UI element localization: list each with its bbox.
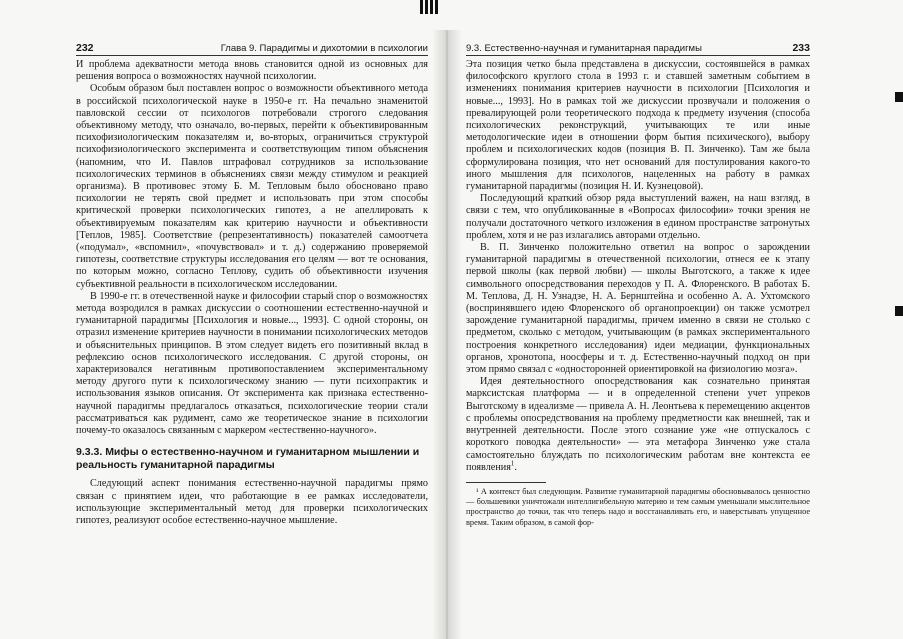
footnote-text: ¹ А контекст был следующим. Развитие гуманитарной парадигмы обосновывалось ценностно — большевики уничтожали интеллигибельную материю и тем самым уменьшали мыслительное пространство до точки, так что теперь надо и восстанавливать его, и наверстывать упущенное время. Таким образом, в самой фор- [466, 486, 810, 527]
footnote [466, 487, 810, 528]
left-running-title: Глава 9. Парадигмы и дихотомии в психологии [220, 43, 428, 54]
section-heading: 9.3.3. Мифы о естественно-научном и гуманитарном мышлении и реальность гуманитарной парадигмы [76, 446, 420, 471]
scan-registration-mark [420, 0, 450, 16]
page-edge-mark [895, 306, 903, 316]
paragraph-with-footnote: Идея деятельностного опосредствования как сознательно принятая марксистская платформа — и в определенной степени учет упреков Выготскому в идеализме — привела А. Н. Леонтьева к перемещению акцентов с проблемы опосредствования на проблему предметности как внешней, так и внутренней деятельности. После этого сознание уже «не отпускалось с короткого поводка деятельности» — эта метафора Зинченко уже стала самостоятельно блуждать по психологическим работам вне контекста ее появления$^1$. [466, 376, 810, 473]
book-gutter [432, 30, 462, 639]
paragraph: В 1990-е гг. в отечественной науке и философии старый спор о возможностях метода возродился в рамках дискуссии о соотношении естественно-научной и гуманитарной парадигмы [Психология и новые..., 1993]. С одной стороны, он отразил изменение критериев научности в понимании психологических методов и объяснительных принципов. В этом следует видеть его позитивный вклад в рефлексию основ психологического исследования. С другой стороны, он характеризовался негативным противопоставлением экспериментальному методу другого пути к психологическому знанию — пути психопрактик и использования языков описания. От эксперимента как признака естественно-научной парадигмы предлагалось отказаться, психологические теории стали рассматриваться как рудимент, само же теоретическое знание в психологии почему-то оказалось связанным с маркером «естественно-научного». [76, 290, 428, 437]
footnote-divider [466, 482, 546, 483]
page-edge-mark [895, 92, 903, 102]
paragraph: В. П. Зинченко положительно ответил на вопрос о зарождении гуманитарной парадигмы в отечественной психологии, отнеся ее к этапу первой школы (как первой любви) — школы Выготского, а также к идее символьного опосредствования переходов у П. А. Флоренского. В работах Б. М. Теплова, Д. Н. Узнадзе, Н. А. Бернштейна и особенно А. А. Ухтомского (воспринявшего идею Флоренского об органопроекции) он также усмотрел зарождение гуманитарной парадигмы, причем именно в связи не столько с предметом, сколько с методом, учитывающим (в рамках экспериментального построения конкретного исследования) идеи медиации, функциональных органов, хронотопа, ноосферы и т. д. Естественно-научный подход он при этом прямо связал с «односторонней ориентировкой на физиологию мозга». [466, 242, 810, 376]
paragraph: Особым образом был поставлен вопрос о возможности объективного метода в российской психологической науке в 1950-е гг. На печально знаменитой павловской сессии от психологов потребовали строгого следования объективному методу, что означало, во-первых, перейти к объективированным психофизиологическим показателям и, во-вторых, ограничиться структурой психофизиологического эксперимента и соответствующим типом объяснения (напомним, что И. Павлов штрафовал сотрудников за использование психологических терминов в объяснениях связи между стимулом и реакцией организма). В противовес этому Б. М. Тепловым было обосновано право психологии не терять свой предмет и использовать при этом способы критической проверки психологических гипотез, а не апеллировать к объективируемым показателям как критерию научности и объективности [Теплов, 1985]. Соответствие (репрезентативность) показателей самоотчета («подумал», «вспомнил», «почувствовал» и т. д.) содержанию проверяемой гипотезы, соответствие структуры исследования его целям — вот те основания, по которым можно, согласно Теплову, судить об объективности изучения субъективной реальности в психологическом исследовании. [76, 83, 428, 290]
paragraph-text: Идея деятельностного опосредствования как сознательно принятая марксистская платформа — и в определенной степени учет упреков Выготскому в идеализме — привела А. Н. Леонтьева к перемещению акцентов с проблемы опосредствования на проблему предметности как внешней, так и внутренней деятельности. После этого сознание уже «не отпускалось с короткого поводка деятельности» — эта метафора Зинченко уже стала самостоятельно блуждать по психологическим работам вне контекста ее появления [466, 376, 810, 473]
left-body-text-continued [76, 478, 428, 527]
right-running-title: 9.3. Естественно-научная и гуманитарная парадигмы [466, 43, 702, 54]
paragraph: Последующий краткий обзор ряда выступлений важен, на наш взгляд, в связи с тем, что опубликованные в «Вопросах философии» точки зрения не получали достаточного четкого изложения в едином пространстве затронутых проблем, хотя и не раз излагались авторами отдельно. [466, 193, 810, 241]
right-body-text [466, 59, 810, 474]
left-page-number: 232 [76, 42, 94, 54]
paragraph: И проблема адекватности метода вновь становится одной из основных для решения вопроса о возможностях научной психологии. [76, 59, 428, 83]
right-page [466, 42, 810, 528]
left-running-header [76, 42, 428, 56]
right-running-header [466, 42, 810, 56]
paragraph: Следующий аспект понимания естественно-научной парадигмы прямо связан с принятием идеи, что работающие в ее рамках исследователи, использующие экспериментальный метод для проверки психологических гипотез, реализуют особое естественно-научное мышление. [76, 478, 428, 526]
left-body-text [76, 59, 428, 437]
footnote-reference: 1 [510, 459, 515, 468]
right-page-number: 233 [792, 42, 810, 54]
paragraph: Эта позиция четко была представлена в дискуссии, состоявшейся в рамках философского круглого стола в 1993 г. и ставшей заметным событием в изменениях понимания критериев научности в психологии [Психология и новые..., 1993]. Но в рамках той же дискуссии прозвучали и положения о превалирующей роли теоретического подхода к предмету изучения (способа психологических реконструкций, учитывающих те или иные методологические идеи в отношении форм бытия психического), выбору проблем и психологических кодов (позиция В. П. Зинченко). Там же была сформулирована позиция, что нет оснований для постулирования какого-то иного мышления для психологов, нацеленных на работу в рамках гуманитарной парадигмы (позиция Н. И. Кузнецовой). [466, 59, 810, 193]
left-page [76, 42, 428, 527]
